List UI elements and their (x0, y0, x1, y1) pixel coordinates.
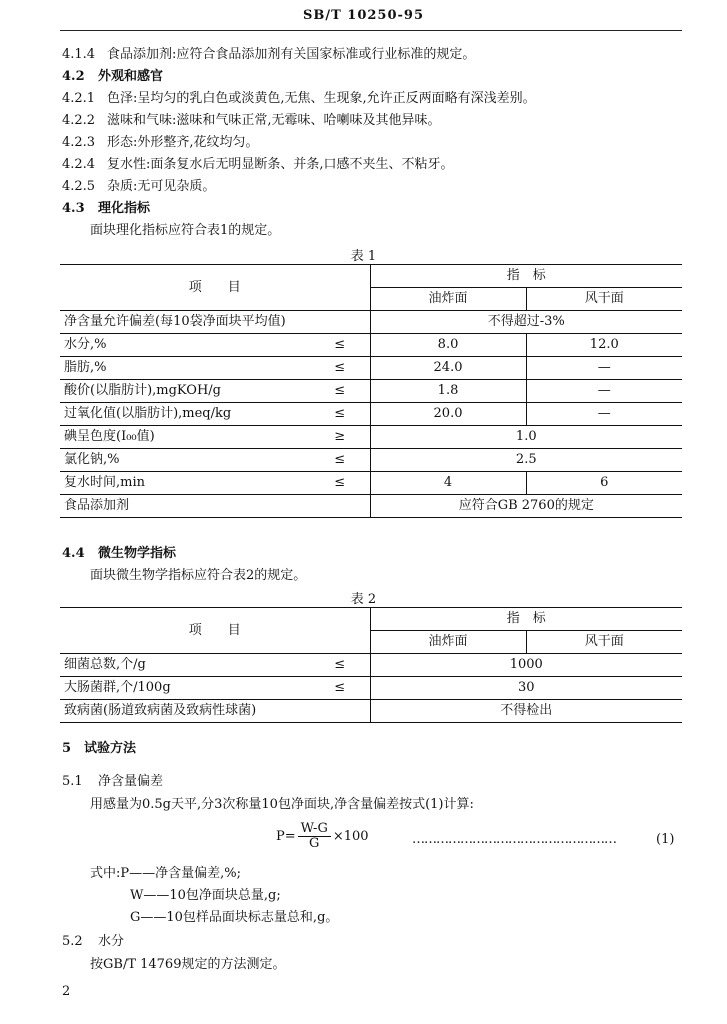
clause-number: 4.2 (62, 69, 85, 84)
clause-text: 水分 (98, 934, 125, 949)
formula-numerator: W-G (298, 822, 331, 837)
table1-fried-value: 1.8 (370, 380, 526, 403)
clause-4-2-4 (62, 157, 454, 173)
table1-value: 2.5 (370, 449, 682, 472)
table1-head-dried: 风干面 (526, 288, 682, 311)
clause-text: 形态:外形整齐,花纹均匀。 (107, 135, 259, 150)
standard-code-header: SB/T 10250-95 (302, 8, 425, 23)
table1-dried-value: 6 (526, 472, 682, 495)
clause-text: 试验方法 (84, 741, 137, 756)
where-w-symbol: W (130, 888, 144, 903)
table1-row (60, 426, 682, 449)
section-4-3-heading (62, 201, 150, 217)
table1-row (60, 334, 682, 357)
table1-item: 水分,% (60, 334, 310, 357)
table1-item: 酸价(以脂肪计),mgKOH/g (60, 380, 310, 403)
formula-leader-dots: …………………………………………… (412, 832, 616, 847)
page-number: 2 (62, 984, 71, 999)
table2-row (60, 700, 682, 723)
section-4-2-heading (62, 69, 163, 85)
formula-denominator: G (309, 836, 320, 851)
where-p (90, 866, 241, 882)
table2-reference: 面块微生物学指标应符合表2的规定。 (90, 568, 307, 583)
table1-comparator: ≤ (310, 334, 370, 357)
clause-4-2-5 (62, 179, 215, 195)
table1-row (60, 311, 682, 334)
table1-item: 碘呈色度(I₀₀值) (60, 426, 310, 449)
where-lead: 式中:P—— (90, 866, 156, 881)
formula-times: ×100 (332, 829, 369, 844)
formula-number: (1) (656, 832, 675, 847)
table1-fried-value: 24.0 (370, 357, 526, 380)
table2-comparator: ≤ (310, 654, 370, 677)
clause-text: 外观和感官 (98, 69, 164, 84)
table2-value: 30 (370, 677, 682, 700)
header-rule (60, 30, 682, 31)
section-4-4-heading (62, 546, 176, 562)
table2-head-fried: 油炸面 (370, 631, 526, 654)
clause-number: 4.2.5 (62, 179, 96, 194)
table1-head-item: 项 目 (60, 265, 370, 311)
table2-value: 不得检出 (370, 700, 682, 723)
clause-number: 5 (62, 741, 72, 756)
table1-comparator: ≤ (310, 380, 370, 403)
clause-number: 4.4 (62, 546, 85, 561)
where-w (130, 888, 281, 904)
table2-head-item: 项 目 (60, 608, 370, 654)
table1-head-fried: 油炸面 (370, 288, 526, 311)
table1-comparator: ≤ (310, 472, 370, 495)
clause-number: 4.2.4 (62, 157, 96, 172)
table1-item: 净含量允许偏差(每10袋净面块平均值) (60, 311, 370, 334)
table1-value: 1.0 (370, 426, 682, 449)
where-w-text: ——10包净面块总量,g; (143, 888, 281, 903)
clause-4-2-1 (62, 91, 536, 107)
table2-comparator: ≤ (310, 677, 370, 700)
table1-fried-value: 4 (370, 472, 526, 495)
table2-caption: 表 2 (350, 592, 377, 607)
table1-item: 复水时间,min (60, 472, 310, 495)
clause-4-2-2 (62, 113, 441, 129)
table2-row (60, 677, 682, 700)
table1-comparator: ≤ (310, 357, 370, 380)
table1-reference: 面块理化指标应符合表1的规定。 (90, 223, 281, 238)
clause-text: 色泽:呈均匀的乳白色或淡黄色,无焦、生现象,允许正反两面略有深浅差别。 (107, 91, 536, 106)
where-g (130, 910, 338, 926)
clause-number: 5.1 (62, 774, 83, 789)
table2-value: 1000 (370, 654, 682, 677)
table1-dried-value: 12.0 (526, 334, 682, 357)
clause-text: 滋味和气味:滋味和气味正常,无霉味、哈喇味及其他异味。 (107, 113, 441, 128)
table1-dried-value: — (526, 357, 682, 380)
clause-text: 理化指标 (98, 201, 151, 216)
table1-item: 过氧化值(以脂肪计),meq/kg (60, 403, 310, 426)
table1-item: 食品添加剂 (60, 495, 370, 518)
table1-caption: 表 1 (350, 249, 377, 264)
clause-number: 4.2.3 (62, 135, 96, 150)
clause-5-2-body: 按GB/T 14769规定的方法测定。 (90, 957, 286, 972)
table1-fried-value: 20.0 (370, 403, 526, 426)
table1-comparator: ≤ (310, 449, 370, 472)
clause-4-2-3 (62, 135, 259, 151)
table2-head-dried: 风干面 (526, 631, 682, 654)
clause-text: 微生物学指标 (98, 546, 177, 561)
clause-5-1 (62, 774, 163, 790)
section-5-heading (62, 741, 136, 757)
where-g-symbol: G (130, 910, 141, 925)
clause-5-1-body: 用感量为0.5g天平,分3次称量10包净面块,净含量偏差按式(1)计算: (90, 797, 474, 812)
table1-head-index: 指 标 (370, 265, 682, 288)
table2-row (60, 654, 682, 677)
clause-5-2 (62, 934, 124, 950)
formula-fraction (298, 822, 331, 851)
table1-dried-value: — (526, 403, 682, 426)
table1-comparator: ≥ (310, 426, 370, 449)
table1-row (60, 403, 682, 426)
table1 (60, 264, 682, 518)
clause-number: 4.2.2 (62, 113, 96, 128)
table2-item: 致病菌(肠道致病菌及致病性球菌) (60, 700, 370, 723)
table1-value: 不得超过-3% (370, 311, 682, 334)
table1-row (60, 449, 682, 472)
table1-value: 应符合GB 2760的规定 (370, 495, 682, 518)
table1-row (60, 357, 682, 380)
table1-fried-value: 8.0 (370, 334, 526, 357)
formula-1 (276, 822, 369, 851)
table1-row (60, 472, 682, 495)
table1-item: 脂肪,% (60, 357, 310, 380)
table2-item: 细菌总数,个/g (60, 654, 310, 677)
table2 (60, 607, 682, 723)
formula-lhs: P= (276, 829, 296, 844)
clause-text: 复水性:面条复水后无明显断条、并条,口感不夹生、不粘牙。 (107, 157, 454, 172)
clause-number: 4.1.4 (62, 47, 96, 62)
clause-text: 净含量偏差 (98, 774, 164, 789)
table1-comparator: ≤ (310, 403, 370, 426)
table2-item: 大肠菌群,个/100g (60, 677, 310, 700)
clause-number: 4.3 (62, 201, 85, 216)
clause-number: 4.2.1 (62, 91, 96, 106)
clause-number: 5.2 (62, 934, 83, 949)
table1-item: 氯化钠,% (60, 449, 310, 472)
clause-4-1-4 (62, 47, 475, 63)
clause-text: 杂质:无可见杂质。 (107, 179, 216, 194)
table2-head-index: 指 标 (370, 608, 682, 631)
table1-row (60, 380, 682, 403)
where-p-text: 净含量偏差,%; (155, 866, 242, 881)
table1-dried-value: — (526, 380, 682, 403)
where-g-text: ——10包样品面块标志量总和,g。 (140, 910, 339, 925)
clause-text: 食品添加剂:应符合食品添加剂有关国家标准或行业标准的规定。 (107, 47, 476, 62)
table1-row (60, 495, 682, 518)
